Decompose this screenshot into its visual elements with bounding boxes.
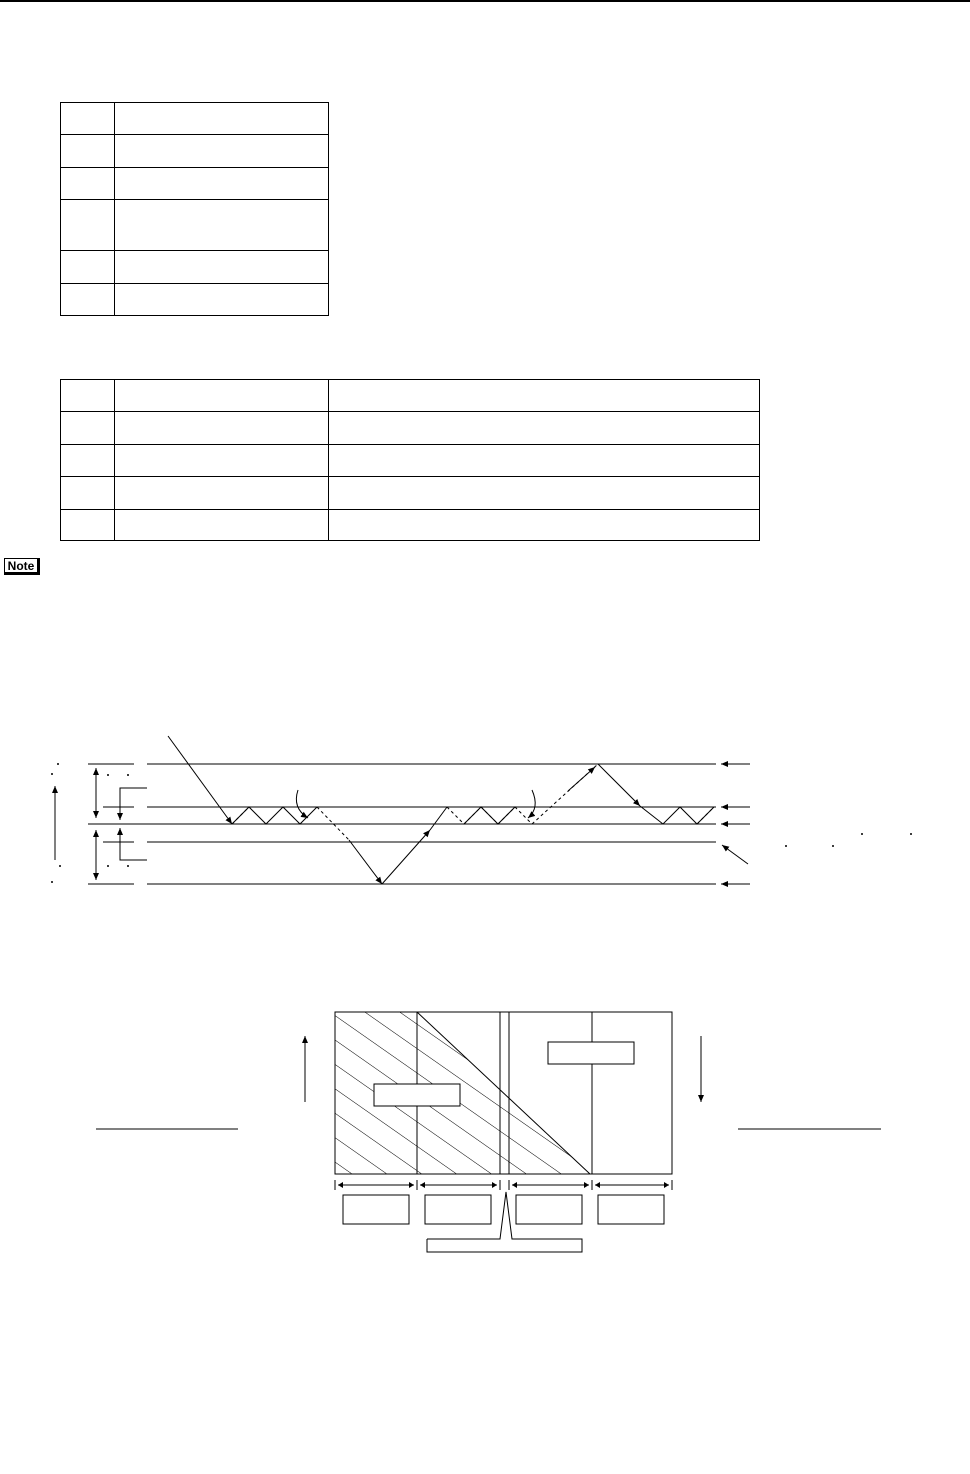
segment-box-3 xyxy=(516,1195,582,1224)
table-row xyxy=(61,477,760,510)
table-cell xyxy=(61,135,115,168)
table-2 xyxy=(60,379,760,541)
hatched-band-diagram xyxy=(0,1000,970,1260)
table-cell xyxy=(61,445,115,477)
table-cell xyxy=(61,380,115,412)
table-cell xyxy=(61,168,115,200)
table-cell xyxy=(115,412,329,445)
table-cell xyxy=(329,477,760,510)
zigzag-diagram xyxy=(0,720,970,900)
header-rule xyxy=(0,0,970,2)
table-row xyxy=(61,380,760,412)
table-cell xyxy=(115,103,329,135)
table-cell xyxy=(329,445,760,477)
table-1 xyxy=(60,102,329,316)
table-row xyxy=(61,251,329,284)
table-row xyxy=(61,103,329,135)
table-row xyxy=(61,510,760,541)
table-cell xyxy=(329,380,760,412)
table-row xyxy=(61,168,329,200)
table-row xyxy=(61,284,329,316)
table-cell xyxy=(329,412,760,445)
table-row xyxy=(61,445,760,477)
table-cell xyxy=(115,477,329,510)
table-cell xyxy=(61,510,115,541)
table-cell xyxy=(61,477,115,510)
label-box-hatched xyxy=(374,1084,460,1106)
table-row xyxy=(61,412,760,445)
table-cell xyxy=(115,284,329,316)
table-cell xyxy=(115,380,329,412)
table-cell xyxy=(61,251,115,284)
table-cell xyxy=(115,445,329,477)
segment-box-2 xyxy=(425,1195,491,1224)
table-cell xyxy=(115,251,329,284)
segment-box-1 xyxy=(343,1195,409,1224)
table-cell xyxy=(61,284,115,316)
table-row xyxy=(61,135,329,168)
table-cell xyxy=(61,412,115,445)
table-cell xyxy=(115,510,329,541)
segment-box-4 xyxy=(598,1195,664,1224)
table-cell xyxy=(329,510,760,541)
table-cell xyxy=(61,103,115,135)
table-cell xyxy=(115,200,329,251)
table-cell xyxy=(61,200,115,251)
table-cell xyxy=(115,135,329,168)
table-row xyxy=(61,200,329,251)
table-cell xyxy=(115,168,329,200)
note-badge: Note xyxy=(4,558,40,575)
label-box-right xyxy=(548,1042,634,1064)
